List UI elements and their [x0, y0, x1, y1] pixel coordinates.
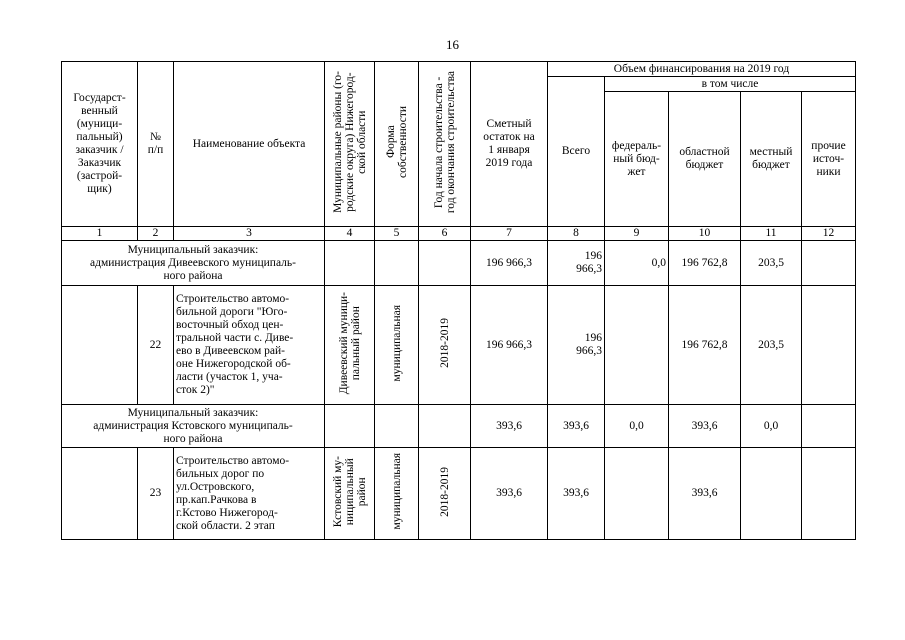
- empty-cell: [375, 405, 419, 448]
- header-regional: областной бюджет: [669, 92, 741, 227]
- estimated-balance-cell: 393,6: [471, 405, 548, 448]
- header-ownership: Форма собственности: [375, 62, 419, 227]
- column-number: 3: [174, 227, 325, 241]
- district-cell: Кстовский му- ниципальный район: [325, 448, 375, 540]
- local-cell: [741, 448, 802, 540]
- other-cell: [802, 241, 856, 286]
- column-numbers-row: [62, 227, 856, 241]
- page-number: 16: [446, 37, 459, 52]
- object-name: Строительство автомо- бильных дорог по ул.Островского, пр.кап.Рачкова в г.Кстово Нижегород- ской области. 2 этап: [174, 448, 325, 540]
- total-cell: 393,6: [548, 405, 605, 448]
- group-title: Муниципальный заказчик: администрация Дивеевского муниципаль- ного района: [62, 241, 325, 286]
- estimated-balance-cell: 393,6: [471, 448, 548, 540]
- column-number: 4: [325, 227, 375, 241]
- column-number: 8: [548, 227, 605, 241]
- total-cell: 393,6: [548, 448, 605, 540]
- estimated-balance-cell: 196 966,3: [471, 241, 548, 286]
- local-cell: 0,0: [741, 405, 802, 448]
- other-cell: [802, 405, 856, 448]
- regional-cell: 196 762,8: [669, 241, 741, 286]
- group-row-kstovo: [62, 405, 856, 448]
- empty-cell: [325, 241, 375, 286]
- column-number: 12: [802, 227, 856, 241]
- district-cell: Дивеевский муници- пальный район: [325, 286, 375, 405]
- empty-cell: [375, 241, 419, 286]
- total-cell: 196 966,3: [548, 241, 605, 286]
- total-cell: 196 966,3: [548, 286, 605, 405]
- header-funding-volume: Объем финансирования на 2019 год: [548, 62, 856, 77]
- item-row-22: [62, 286, 856, 405]
- column-number: 6: [419, 227, 471, 241]
- object-name: Строительство автомо- бильной дороги "Юго- восточный обход цен- тральной части с. Диве- ево в Дивеевском рай- оне Нижегородской об- ласти (участок 1, уча- сток 2)": [174, 286, 325, 405]
- estimated-balance-cell: 196 966,3: [471, 286, 548, 405]
- years-cell: 2018-2019: [419, 448, 471, 540]
- empty-cell: [419, 241, 471, 286]
- header-federal: федераль- ный бюд- жет: [605, 92, 669, 227]
- header-total: Всего: [548, 77, 605, 227]
- column-number: 11: [741, 227, 802, 241]
- header-other: прочие источ- ники: [802, 92, 856, 227]
- ownership-cell: муниципальная: [375, 448, 419, 540]
- group-row-diveevo: [62, 241, 856, 286]
- federal-cell: [605, 286, 669, 405]
- header-including: в том числе: [605, 77, 856, 92]
- header-local: местный бюджет: [741, 92, 802, 227]
- item-number: 23: [138, 448, 174, 540]
- federal-cell: 0,0: [605, 241, 669, 286]
- column-number: 5: [375, 227, 419, 241]
- item-row-23: [62, 448, 856, 540]
- empty-cell: [419, 405, 471, 448]
- column-number: 2: [138, 227, 174, 241]
- column-number: 9: [605, 227, 669, 241]
- header-number: № п/п: [138, 62, 174, 227]
- local-cell: 203,5: [741, 286, 802, 405]
- header-customer: Государст- венный (муници- пальный) заказчик / Заказчик (застрой- щик): [62, 62, 138, 227]
- item-number: 22: [138, 286, 174, 405]
- header-estimated-balance: Сметный остаток на 1 января 2019 года: [471, 62, 548, 227]
- funding-table: [61, 61, 856, 540]
- local-cell: 203,5: [741, 241, 802, 286]
- group-title: Муниципальный заказчик: администрация Кстовского муниципаль- ного района: [62, 405, 325, 448]
- regional-cell: 393,6: [669, 405, 741, 448]
- column-number: 7: [471, 227, 548, 241]
- regional-cell: 196 762,8: [669, 286, 741, 405]
- years-cell: 2018-2019: [419, 286, 471, 405]
- other-cell: [802, 286, 856, 405]
- federal-cell: [605, 448, 669, 540]
- empty-cell: [62, 286, 138, 405]
- other-cell: [802, 448, 856, 540]
- header-districts: Муниципальные районы (го- родские округа) Нижегород- ской области: [325, 62, 375, 227]
- ownership-cell: муниципальная: [375, 286, 419, 405]
- regional-cell: 393,6: [669, 448, 741, 540]
- empty-cell: [325, 405, 375, 448]
- federal-cell: 0,0: [605, 405, 669, 448]
- column-number: 10: [669, 227, 741, 241]
- empty-cell: [62, 448, 138, 540]
- header-years: Год начала строительства - год окончания строительства: [419, 62, 471, 227]
- header-object-name: Наименование объекта: [174, 62, 325, 227]
- column-number: 1: [62, 227, 138, 241]
